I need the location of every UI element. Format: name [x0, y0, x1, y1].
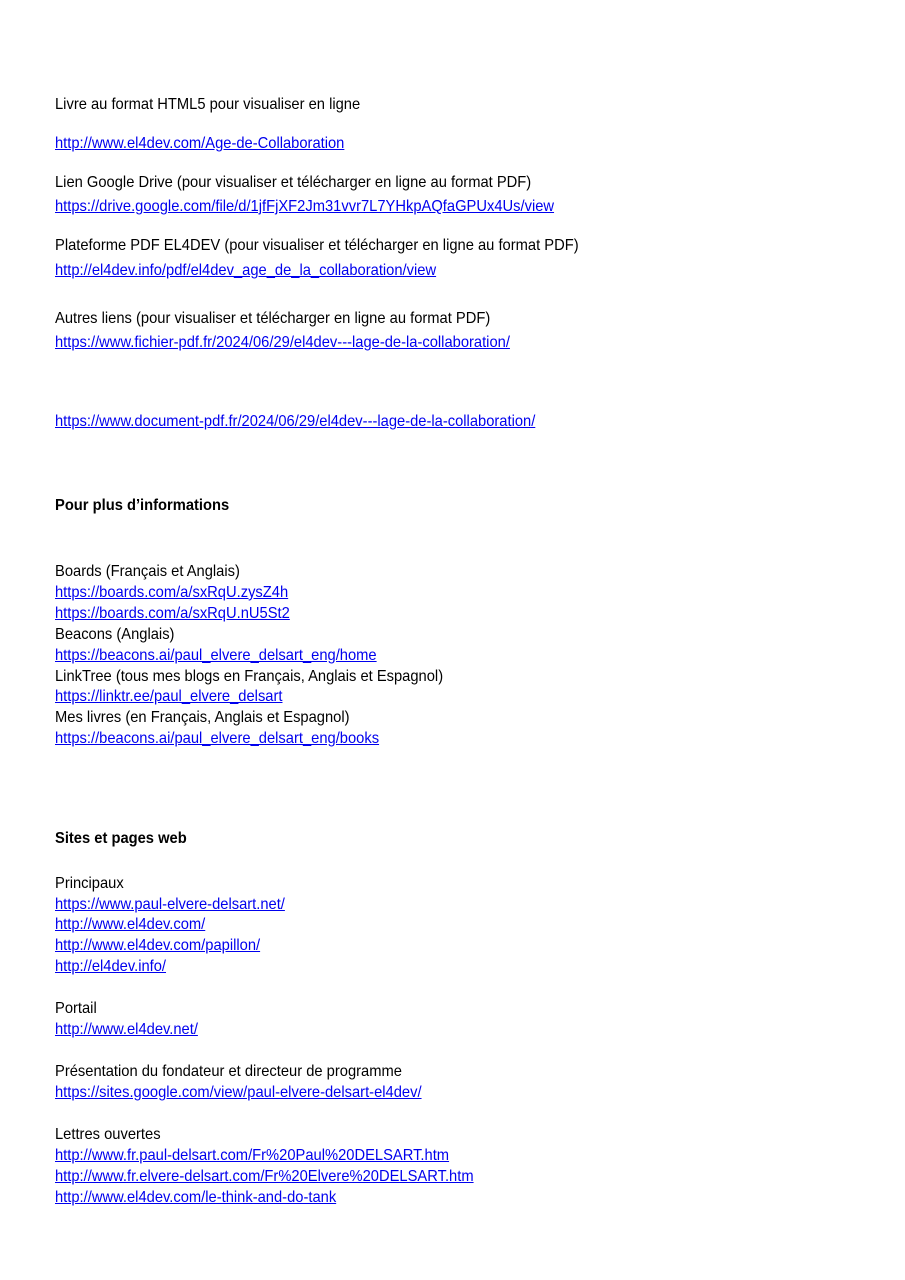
boards-link-1[interactable]: https://boards.com/a/sxRqU.zysZ4h: [55, 584, 289, 601]
letters-label: Lettres ouvertes: [55, 1126, 161, 1143]
linktree-link[interactable]: https://linktr.ee/paul_elvere_delsart: [55, 688, 283, 705]
main-site-link[interactable]: http://el4dev.info/: [55, 958, 167, 975]
boards-link-2[interactable]: https://boards.com/a/sxRqU.nU5St2: [55, 605, 290, 622]
linktree-label: LinkTree (tous mes blogs en Français, Anglais et Espagnol): [55, 668, 444, 685]
letter-link[interactable]: http://www.fr.elvere-delsart.com/Fr%20Elvere%20DELSART.htm: [55, 1168, 474, 1185]
portal-link[interactable]: http://www.el4dev.net/: [55, 1021, 198, 1038]
main-site-link[interactable]: http://www.el4dev.com/: [55, 916, 206, 933]
portal-label: Portail: [55, 1000, 97, 1017]
html5-link[interactable]: http://www.el4dev.com/Age-de-Collaboration: [55, 135, 345, 152]
letter-link[interactable]: http://www.el4dev.com/le-think-and-do-tank: [55, 1189, 337, 1206]
boards-label: Boards (Français et Anglais): [55, 563, 240, 580]
books-label: Mes livres (en Français, Anglais et Espagnol): [55, 709, 350, 726]
html5-label: Livre au format HTML5 pour visualiser en ligne: [55, 96, 361, 113]
books-link[interactable]: https://beacons.ai/paul_elvere_delsart_eng/books: [55, 730, 380, 747]
platform-link[interactable]: http://el4dev.info/pdf/el4dev_age_de_la_collaboration/view: [55, 262, 437, 279]
gdrive-link[interactable]: https://drive.google.com/file/d/1jfFjXF2Jm31vvr7L7YHkpAQfaGPUx4Us/view: [55, 198, 555, 215]
main-site-link[interactable]: http://www.el4dev.com/papillon/: [55, 937, 261, 954]
document-pdf-link[interactable]: https://www.document-pdf.fr/2024/06/29/el4dev---lage-de-la-collaboration/: [55, 413, 536, 430]
fichier-pdf-link[interactable]: https://www.fichier-pdf.fr/2024/06/29/el4dev---lage-de-la-collaboration/: [55, 334, 510, 351]
sites-heading: Sites et pages web: [55, 830, 187, 847]
letter-link[interactable]: http://www.fr.paul-delsart.com/Fr%20Paul%20DELSART.htm: [55, 1147, 450, 1164]
gdrive-label: Lien Google Drive (pour visualiser et télécharger en ligne au format PDF): [55, 174, 532, 191]
main-sites-label: Principaux: [55, 875, 124, 892]
main-site-link[interactable]: https://www.paul-elvere-delsart.net/: [55, 896, 285, 913]
beacons-link[interactable]: https://beacons.ai/paul_elvere_delsart_eng/home: [55, 647, 377, 664]
other-links-label: Autres liens (pour visualiser et télécharger en ligne au format PDF): [55, 310, 491, 327]
founder-link[interactable]: https://sites.google.com/view/paul-elvere-delsart-el4dev/: [55, 1084, 422, 1101]
beacons-label: Beacons (Anglais): [55, 626, 175, 643]
info-heading: Pour plus d’informations: [55, 497, 230, 514]
platform-label: Plateforme PDF EL4DEV (pour visualiser et télécharger en ligne au format PDF): [55, 237, 579, 254]
founder-label: Présentation du fondateur et directeur de programme: [55, 1063, 402, 1080]
